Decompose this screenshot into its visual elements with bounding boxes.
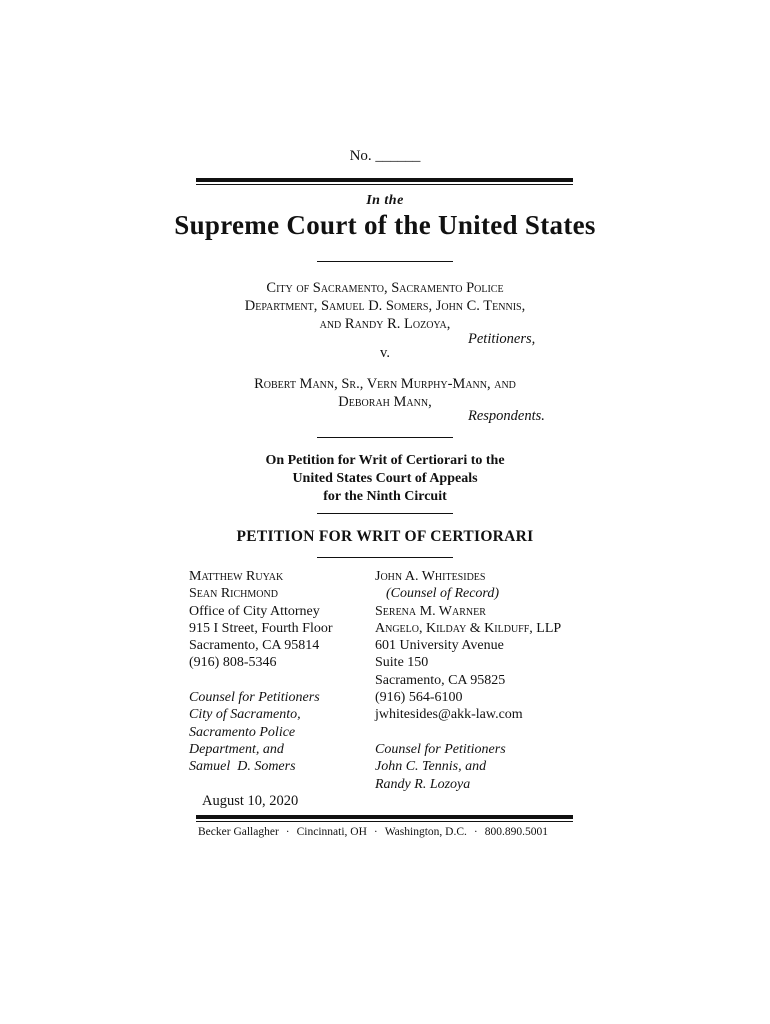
counsel-left-city: Sacramento, CA 95814 xyxy=(189,638,320,654)
counsel-right-city: Sacramento, CA 95825 xyxy=(375,672,506,688)
respondents-line-1: Robert Mann, Sr., Vern Murphy-Mann, and xyxy=(254,376,516,392)
counsel-left-role-1: Counsel for Petitioners xyxy=(189,690,320,706)
footer-phone: 800.890.5001 xyxy=(484,826,548,838)
counsel-right-role-1: Counsel for Petitioners xyxy=(375,741,506,757)
filing-date: August 10, 2020 xyxy=(202,793,299,809)
printer-footer xyxy=(198,826,548,838)
footer-separator: · xyxy=(473,826,478,838)
petitioners-line-3: and Randy R. Lozoya, xyxy=(319,316,451,332)
counsel-left-name-2: Sean Richmond xyxy=(189,586,278,602)
footer-printer: Becker Gallagher xyxy=(198,826,279,838)
counsel-of-record: (Counsel of Record) xyxy=(386,586,500,602)
counsel-right-role-3: Randy R. Lozoya xyxy=(375,776,471,792)
counsel-right-suite: Suite 150 xyxy=(375,655,429,671)
divider-1 xyxy=(317,261,453,262)
counsel-left-column xyxy=(189,568,333,776)
counsel-left-name-1: Matthew Ruyak xyxy=(189,569,284,584)
counsel-left-office: Office of City Attorney xyxy=(189,603,320,619)
counsel-left-role-2: City of Sacramento, xyxy=(189,707,301,723)
docket-number: No. ______ xyxy=(349,148,421,164)
spacer xyxy=(375,724,561,741)
counsel-right-role-2: John C. Tennis, and xyxy=(375,759,487,775)
footer-rule-thick xyxy=(196,815,573,819)
respondents-line-2: Deborah Mann, xyxy=(338,394,432,410)
counsel-left-role-5: Samuel D. Somers xyxy=(189,759,296,775)
in-the-heading: In the xyxy=(366,193,404,208)
counsel-right-street: 601 University Avenue xyxy=(375,638,504,654)
divider-4 xyxy=(317,557,453,558)
spacer xyxy=(189,672,333,689)
petitioners-line-1: City of Sacramento, Sacramento Police xyxy=(266,280,504,296)
on-petition-line-2: United States Court of Appeals xyxy=(292,471,478,486)
petitioners-block xyxy=(180,279,590,333)
counsel-right-firm: Angelo, Kilday & Kilduff, LLP xyxy=(375,620,562,636)
footer-separator: · xyxy=(373,826,378,838)
document-title: PETITION FOR WRIT OF CERTIORARI xyxy=(236,528,534,545)
petitioners-line-2: Department, Samuel D. Somers, John C. Tennis, xyxy=(244,298,526,314)
footer-rule-thin xyxy=(196,821,573,822)
respondents-block xyxy=(180,375,590,411)
header-rule-thin xyxy=(196,184,573,185)
versus: v. xyxy=(380,345,390,361)
footer-city-2: Washington, D.C. xyxy=(384,826,467,838)
divider-3 xyxy=(317,513,453,514)
petitioners-role: Petitioners, xyxy=(468,331,536,347)
counsel-left-role-4: Department, and xyxy=(189,741,284,757)
divider-2 xyxy=(317,437,453,438)
on-petition-line-1: On Petition for Writ of Certiorari to the xyxy=(265,453,505,468)
on-petition-line-3: for the Ninth Circuit xyxy=(323,489,447,504)
counsel-left-role-3: Sacramento Police xyxy=(189,724,296,740)
court-name: Supreme Court of the United States xyxy=(174,210,596,240)
counsel-left-street: 915 I Street, Fourth Floor xyxy=(189,620,333,636)
respondents-role: Respondents. xyxy=(468,408,545,424)
counsel-right-name-2: Serena M. Warner xyxy=(375,603,486,619)
counsel-right-email: jwhitesides@akk-law.com xyxy=(375,707,523,723)
header-rule-thick xyxy=(196,178,573,182)
counsel-right-phone: (916) 564-6100 xyxy=(375,690,463,706)
footer-separator: · xyxy=(285,826,290,838)
counsel-left-phone: (916) 808-5346 xyxy=(189,655,277,671)
counsel-right-name-1: John A. Whitesides xyxy=(375,569,486,584)
on-petition-block xyxy=(180,452,590,506)
footer-city-1: Cincinnati, OH xyxy=(296,826,367,838)
counsel-right-column xyxy=(375,568,561,793)
